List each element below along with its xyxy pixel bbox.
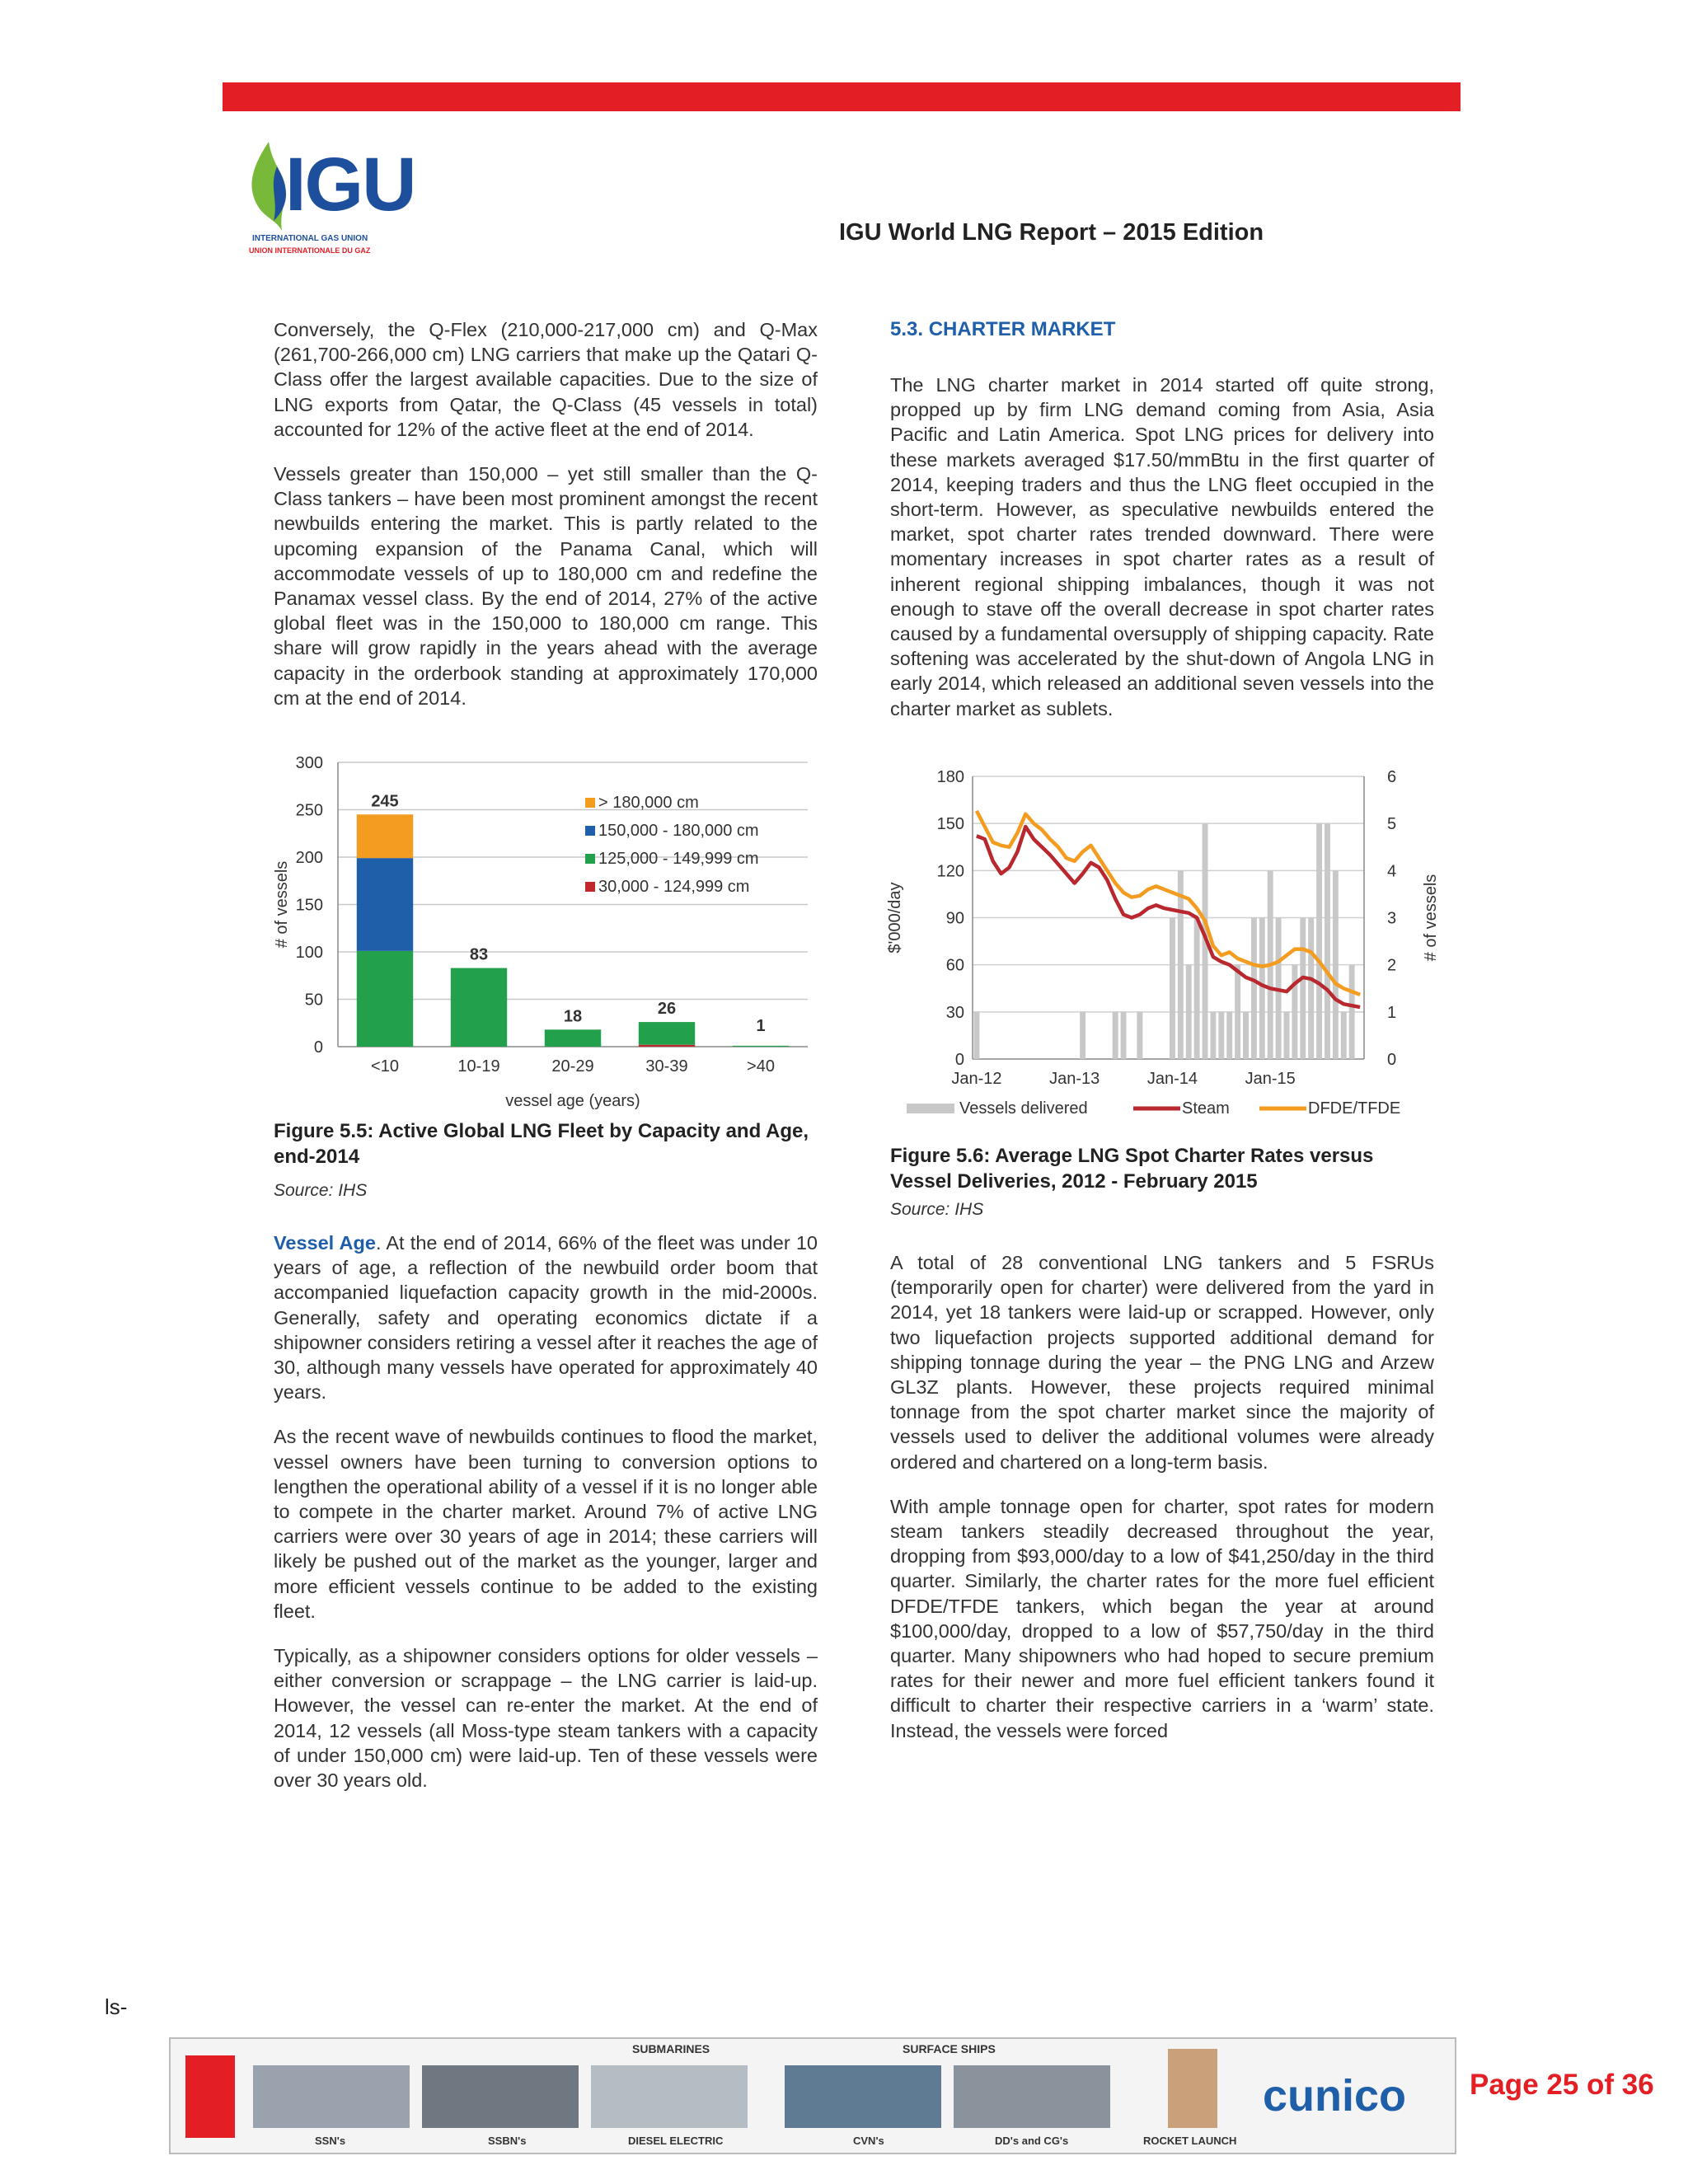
y-tick-label-right: 5 [1387, 815, 1397, 834]
delivery-bar [1170, 918, 1175, 1060]
ship-photo-icon [591, 2065, 748, 2128]
delivery-bar [1349, 965, 1355, 1059]
delivery-bar [1080, 1012, 1085, 1059]
legend-label: 30,000 - 124,999 cm [598, 878, 750, 896]
y-tick-label-right: 4 [1387, 862, 1397, 881]
figure-source: Source: IHS [890, 1200, 984, 1219]
delivery-bar [1284, 1012, 1290, 1059]
delivery-bar [1333, 870, 1339, 1059]
paragraph: Typically, as a shipowner considers options for older vessels – either conversion or scrappage – the LNG carrier is laid-up. However, the vessel can re-enter the market. At the end of 2014, 12 vessels (all Moss-type steam tankers with a capacity of under 150,000 cm) were laid-up. Ten of these vessels were over 30 years old. [274, 1645, 818, 1792]
paragraph: A total of 28 conventional LNG tankers and 5 FSRUs (temporarily open for charter) were delivered from the yard in 2014, yet 18 tankers were laid-up or scrapped. However, only two liquefaction projects supported additional demand for shipping tonnage during the year – the PNG LNG and Arzew GL3Z plants. However, these projects required minimal tonnage from the spot charter market since the majority of vessels used to deliver the additional volumes were already ordered and chartered on a long-term basis. [890, 1252, 1434, 1473]
bar-segment [639, 1045, 695, 1047]
y-tick-label: 300 [295, 754, 323, 772]
legend-label: DFDE/TFDE [1308, 1099, 1401, 1118]
left-column [274, 317, 818, 730]
legend-label: Vessels delivered [959, 1099, 1088, 1118]
header-red-bar [223, 82, 1461, 111]
right-column [890, 373, 1434, 741]
data-label: 83 [469, 945, 489, 964]
figure-source: Source: IHS [274, 1181, 368, 1200]
bar-segment [451, 968, 507, 1047]
x-tick-label: Jan-13 [1049, 1070, 1100, 1088]
delivery-bar [1210, 1012, 1216, 1059]
y-tick-label-left: 120 [936, 862, 964, 881]
x-tick-label: <10 [371, 1057, 399, 1076]
footer-label: ROCKET LAUNCH [1143, 2135, 1237, 2147]
ship-photo-icon [422, 2065, 579, 2128]
paragraph [274, 1230, 818, 1404]
y-tick-label: 0 [313, 1038, 323, 1057]
y-tick-label: 100 [295, 944, 323, 962]
y-tick-label-left: 0 [954, 1051, 964, 1069]
sponsor-logo-icon [185, 2055, 235, 2138]
footer-label: SSBN's [488, 2135, 527, 2147]
delivery-bar [1316, 823, 1322, 1059]
legend-swatch [585, 826, 595, 836]
y-tick-label-left: 150 [936, 815, 964, 834]
delivery-bar [1259, 918, 1265, 1060]
ship-photo-icon [785, 2065, 941, 2128]
figure-caption: Figure 5.6: Average LNG Spot Charter Rates versus Vessel Deliveries, 2012 - February 2015 [890, 1145, 1374, 1193]
legend-label: 125,000 - 149,999 cm [598, 850, 759, 868]
data-label: 18 [563, 1007, 583, 1026]
right-column-lower [890, 1250, 1434, 1763]
bar-segment [357, 814, 413, 858]
legend-swatch [585, 854, 595, 864]
y-tick-label: 200 [295, 849, 323, 867]
delivery-bar [1121, 1012, 1127, 1059]
footer-label: SURFACE SHIPS [903, 2042, 996, 2055]
y-tick-label-right: 6 [1387, 768, 1397, 786]
y-tick-label-right: 1 [1387, 1003, 1397, 1022]
bar-segment [357, 858, 413, 951]
delivery-bar [1325, 823, 1330, 1059]
delivery-bar [1292, 965, 1297, 1059]
delivery-bar [1308, 918, 1314, 1060]
paragraph: The LNG charter market in 2014 started off quite strong, propped up by firm LNG demand coming from Asia, Asia Pacific and Latin America. Spot LNG prices for delivery into these markets averaged $17.50/mmBtu in the first quarter of 2014, keeping traders and thus the LNG fleet occupied in the short-term. However, as speculative newbuilds entered the market, spot charter rates trended downward. There were momentary increases in spot charter rates as a result of inherent regional shipping imbalances, though it was not enough to stave off the overall decrease in spot charter rates caused by a fundamental oversupply of shipping capacity. Rate softening was accelerated by the shut-down of Angola LNG in early 2014, which released an additional seven vessels into the charter market as sublets. [890, 374, 1434, 719]
footer-label: SUBMARINES [632, 2042, 710, 2055]
y-tick-label-left: 180 [936, 768, 964, 786]
legend-swatch [585, 798, 595, 808]
y-tick-label-right: 2 [1387, 956, 1397, 975]
paragraph: Vessels greater than 150,000 – yet still smaller than the Q-Class tankers – have been most prominent amongst the recent newbuilds entering the market. This is partly related to the upcoming expansion of the Panama Canal, which will accommodate vessels of up to 180,000 cm and redefine the Panamax vessel class. By the end of 2014, 27% of the active global fleet was in the 150,000 to 180,000 cm range. This share will grow rapidly in the years ahead with the average capacity in the orderbook standing at approximately 170,000 cm at the end of 2014. [274, 463, 818, 709]
delivery-bar [1235, 965, 1240, 1059]
y-tick-label-left: 60 [945, 956, 964, 975]
footer-label: CVN's [853, 2135, 884, 2147]
ship-photo-icon [954, 2065, 1110, 2128]
delivery-bar [1218, 1012, 1224, 1059]
delivery-bar [1178, 870, 1184, 1059]
igu-logo [244, 142, 434, 264]
legend-label: 150,000 - 180,000 cm [598, 822, 759, 840]
legend-swatch [907, 1104, 954, 1113]
delivery-bar [1300, 918, 1306, 1060]
paragraph: As the recent wave of newbuilds continues to flood the market, vessel owners have been turning to conversion options to lengthen the operational ability of a vessel if it is no longer able to compete in the charter market. Around 7% of active LNG carriers were over 30 years of age in 2014; these carriers will likely be pushed out of the market as the younger, larger and more efficient vessels continue to be added to the existing fleet. [274, 1426, 818, 1622]
data-label: 1 [756, 1016, 766, 1035]
rocket-launch-photo-icon [1168, 2049, 1217, 2128]
x-tick-label: Jan-15 [1245, 1070, 1296, 1088]
y-tick-label-left: 30 [945, 1003, 964, 1022]
delivery-bar [1113, 1012, 1118, 1059]
left-column-lower [274, 1230, 818, 1812]
footer-label: DD's and CG's [995, 2135, 1069, 2147]
cunico-logo: cunico [1263, 2071, 1407, 2121]
paragraph: Conversely, the Q-Flex (210,000-217,000 cm) and Q-Max (261,700-266,000 cm) LNG carriers that make up the Qatari Q-Class offer the largest available capacities. Due to the size of LNG exports from Qatar, the Q-Class (45 vessels in total) accounted for 12% of the active fleet at the end of 2014. [274, 319, 818, 440]
delivery-bar [973, 1012, 979, 1059]
logo-wordmark: IGU [285, 143, 415, 227]
legend-swatch [585, 882, 595, 892]
y-axis-title-right: # of vessels [1422, 874, 1440, 962]
delivery-bar [1137, 1012, 1142, 1059]
paragraph-body: . At the end of 2014, 66% of the fleet was under 10 years of age, a reflection of the newbuild order boom that accompanied liquefaction capacity growth in the mid-2000s. Generally, safety and operating economics dictate if a shipowner considers retiring a vessel after it reaches the age of 30, although many vessels have operated for approximately 40 years. [274, 1232, 818, 1404]
footer-label: DIESEL ELECTRIC [628, 2135, 724, 2147]
bar-segment [639, 1022, 695, 1045]
stray-text: ls- [105, 1994, 128, 2019]
bar-segment [357, 951, 413, 1047]
x-tick-label: >40 [747, 1057, 775, 1076]
charter-rates-combo-chart [882, 758, 1451, 1133]
y-axis-title-left: $'000/day [886, 882, 904, 954]
delivery-bar [1341, 1012, 1347, 1059]
delivery-bar [1243, 1012, 1249, 1059]
y-tick-label-left: 90 [945, 909, 964, 928]
logo-subtitle-en: INTERNATIONAL GAS UNION [252, 234, 368, 243]
paragraph: With ample tonnage open for charter, spot rates for modern steam tankers steadily decreased throughout the year, dropping from $93,000/day to a low of $41,250/day in the third quarter. Similarly, the charter rates for the more fuel efficient DFDE/TFDE tankers, which began the year at around $100,000/day, dropped to a low of $57,750/day in the third quarter. Many shipowners who had hoped to secure premium rates for their newer and more fuel efficient tankers found it difficult to charter their respective carriers in a ‘warm’ state. Instead, the vessels were forced [890, 1495, 1434, 1741]
legend-label: Steam [1182, 1099, 1230, 1118]
page-number: Page 25 of 36 [1470, 2069, 1654, 2101]
x-tick-label: Jan-12 [951, 1070, 1002, 1088]
y-tick-label: 50 [304, 991, 323, 1010]
x-tick-label: 10-19 [457, 1057, 500, 1076]
fleet-age-bar-chart [264, 750, 824, 1113]
y-tick-label-right: 3 [1387, 909, 1397, 928]
y-tick-label-right: 0 [1387, 1051, 1397, 1069]
x-tick-label: 30-39 [645, 1057, 688, 1076]
y-tick-label: 150 [295, 896, 323, 915]
section-heading: 5.3. CHARTER MARKET [890, 318, 1116, 340]
x-axis-title: vessel age (years) [505, 1092, 640, 1110]
footer-banner [169, 2037, 1456, 2154]
run-in-heading: Vessel Age [274, 1232, 376, 1254]
x-tick-label: Jan-14 [1146, 1070, 1198, 1088]
bar-segment [545, 1029, 601, 1047]
bar-segment [733, 1046, 789, 1047]
y-axis-title: # of vessels [273, 860, 291, 949]
data-label: 245 [371, 792, 399, 811]
delivery-bar [1186, 965, 1192, 1059]
legend-label: > 180,000 cm [598, 794, 699, 812]
data-label: 26 [657, 1000, 677, 1019]
report-title: IGU World LNG Report – 2015 Edition [839, 219, 1264, 246]
logo-subtitle-fr: UNION INTERNATIONALE DU GAZ [249, 246, 371, 255]
y-tick-label: 250 [295, 801, 323, 820]
delivery-bar [1251, 918, 1257, 1060]
figure-caption: Figure 5.5: Active Global LNG Fleet by Capacity and Age, end-2014 [274, 1120, 809, 1168]
x-tick-label: 20-29 [551, 1057, 594, 1076]
delivery-bar [1194, 918, 1200, 1060]
footer-label: SSN's [315, 2135, 346, 2147]
delivery-bar [1226, 1012, 1232, 1059]
ship-photo-icon [253, 2065, 410, 2128]
